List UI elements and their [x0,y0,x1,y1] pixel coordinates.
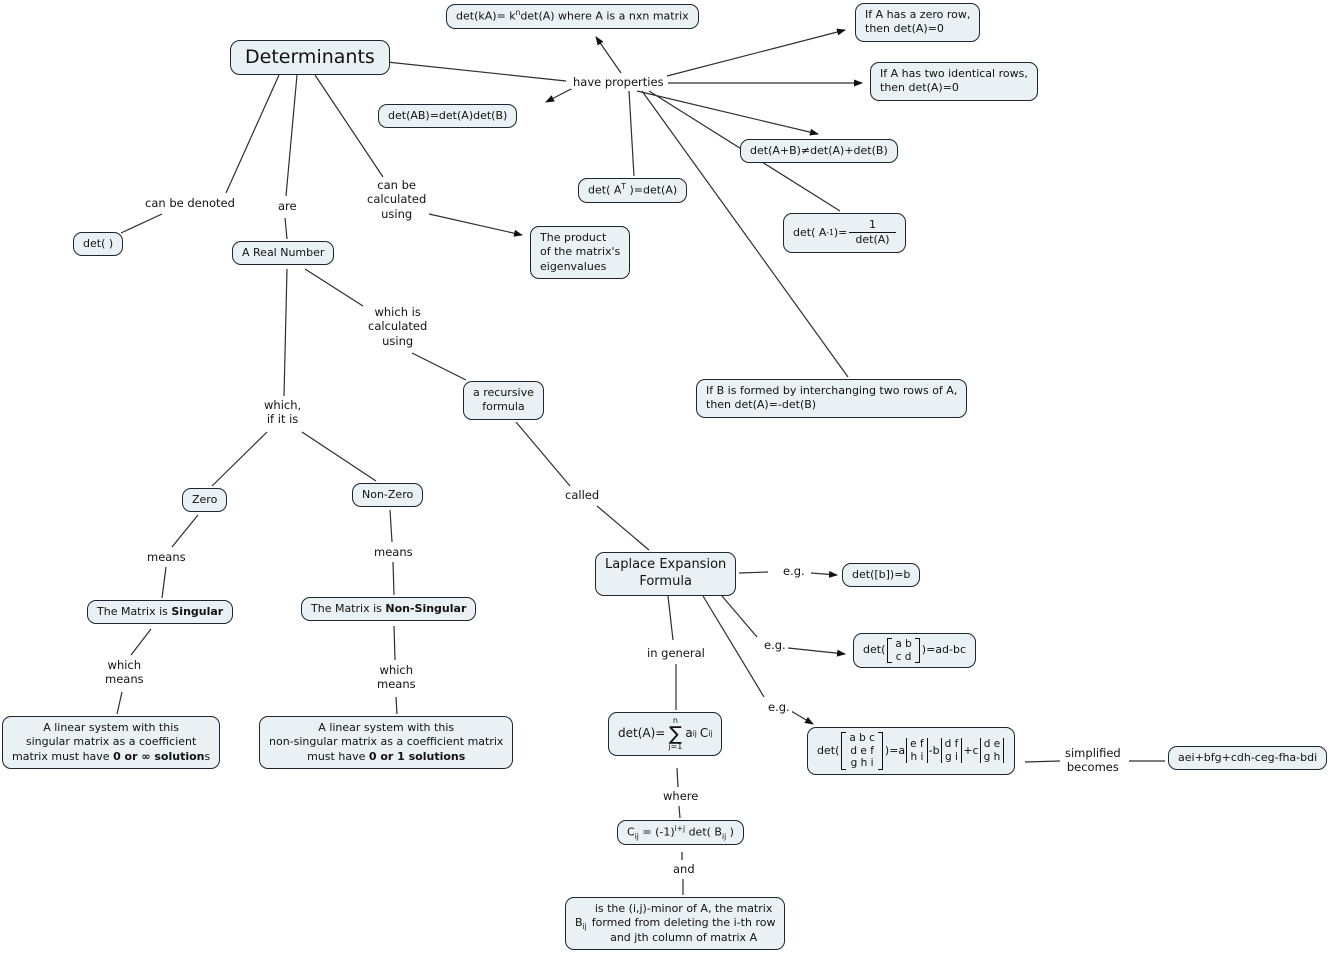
link-label-called[interactable]: called [565,488,600,502]
denominator: det(A) [849,232,895,247]
connector-line [667,30,845,76]
sigma-icon: ∑ [668,723,682,745]
connector-line [393,562,394,595]
sum-lower-limit: j=1 [668,742,683,752]
connector-line [121,214,162,233]
node-minor-definition[interactable] [565,897,785,950]
connector-line [629,91,634,176]
matrix-row: c d [895,650,912,663]
node-laplace-general-formula[interactable] [608,712,722,756]
line: means [377,677,416,692]
bold-text: Singular [171,605,224,618]
line: formula [482,400,525,414]
formula-text: det( ) [83,237,114,250]
node-text: matrix must have [12,749,114,763]
subscript: ij [692,729,697,739]
line: non-singular matrix as a coefficient matrix [269,735,504,749]
connector-line [412,353,466,380]
line: of the matrix's [540,245,621,259]
connector-line [546,88,573,102]
line [12,750,210,764]
link-label-where[interactable]: where [663,789,699,803]
matrix-row: g i [945,750,958,763]
connector-line [284,269,287,396]
formula-text: ) [726,825,734,839]
matrix-row: d e f [850,744,874,757]
subscript: ij [721,831,727,841]
numerator: 1 [868,218,876,231]
connector-line [788,648,845,654]
connector-line [677,768,678,787]
node-cofactor-formula[interactable] [617,820,744,845]
subscript: ij [708,729,713,739]
node-det-1x1-example[interactable] [842,563,920,587]
connector-line [637,91,818,134]
node-non-zero[interactable] [352,483,423,507]
link-label-and[interactable]: and [673,862,695,876]
line: calculated [367,192,427,207]
bold-text: 0 or 1 solutions [368,749,466,763]
node-det-3x3-expansion[interactable] [807,727,1015,775]
line: simplified [1065,746,1121,760]
connector-line [387,62,566,81]
minor-determinant-2 [941,738,963,763]
matrix-2x2 [887,638,919,663]
link-label-can-be-denoted[interactable]: can be denoted [145,196,235,210]
matrix-rows [846,732,878,770]
node-identical-rows[interactable] [870,62,1038,101]
formula-text: a [685,726,693,741]
connector-line [394,626,395,660]
line: which is [374,305,421,319]
bold-text: 0 or ∞ solution [113,749,205,763]
node-eigenvalues[interactable] [530,226,630,279]
line: means [105,672,144,687]
matrix-3x3 [841,732,883,770]
connector-line [429,214,522,235]
formula-text: det( A [588,183,622,197]
fraction [849,218,895,248]
superscript: i+j [674,824,686,833]
link-label-eg-1[interactable]: e.g. [783,564,805,578]
formula-text: det( [863,643,886,657]
node-det-notation[interactable] [73,232,123,256]
node-matrix-singular[interactable] [87,600,233,624]
link-label-have-properties[interactable]: have properties [573,75,664,89]
matrix-row: h i [910,750,924,763]
formula-text [575,916,587,931]
connector-line [668,596,673,640]
line: using [382,333,414,348]
superscript: n [515,8,521,17]
link-label-in-general[interactable]: in general [647,646,705,660]
connector-line [212,432,267,486]
matrix-row: a b [895,638,912,650]
node-determinants[interactable] [230,40,390,75]
link-label-which-means-left[interactable] [103,658,146,687]
node-matrix-non-singular[interactable] [301,597,476,621]
formula-text: det( [817,743,840,757]
node-text: Zero [192,493,218,506]
node-text: s [204,749,211,763]
line: which [107,658,142,672]
formula-text: )= [833,225,848,239]
connector-line [390,510,392,542]
formula-text: )=det(A) [625,183,678,197]
formula-text: C [699,726,709,741]
line: then det(A)=-det(B) [706,398,817,412]
line: If A has two identical rows, [880,67,1028,80]
bold-text: Non-Singular [385,602,467,615]
connector-line [117,692,122,714]
subscript: ij [634,831,639,841]
bracket-right [878,732,883,770]
sum-upper-limit: n [672,716,678,725]
connector-line [739,572,768,573]
superscript: T [621,182,626,191]
connector-line [286,75,297,196]
summation [668,717,682,751]
link-label-which-is-calculated-using[interactable] [366,305,429,348]
node-text: A Real Number [242,246,325,259]
node-det-ka[interactable] [446,4,699,29]
matrix-row: a b c [849,732,875,744]
formula-text: C [627,825,635,839]
line: a recursive [473,386,534,399]
node-zero[interactable] [182,488,227,512]
link-label-which-if-it-is[interactable] [262,398,303,427]
line: A linear system with this [43,721,180,734]
connector-line [226,75,279,193]
node-rule-of-sarrus-result[interactable] [1168,746,1327,770]
connector-line [285,218,287,239]
superscript: -1 [826,228,834,238]
matrix-row: d f [944,738,959,751]
link-label-are[interactable]: are [278,199,297,213]
node-linear-system-non-singular[interactable] [259,716,513,769]
formula-text: +c [963,743,979,757]
matrix-row: d e [983,738,1001,751]
connector-line [722,596,757,637]
link-label-means-left[interactable]: means [147,550,186,564]
link-label-eg-2[interactable]: e.g. [764,638,786,652]
formula-text: aei+bfg+cdh-ceg-fha-bdi [1178,751,1318,764]
node-real-number[interactable] [232,241,334,265]
subscript: ij [582,922,587,932]
line: and jth column of matrix A [610,930,758,944]
node-interchange-rows[interactable] [696,379,967,418]
line [269,750,503,764]
node-det-inverse[interactable] [783,213,906,253]
node-text: The Matrix is [311,602,386,615]
link-label-which-means-right[interactable] [375,663,418,692]
minor-determinant-1 [906,738,928,763]
formula-text: det([b])=b [852,568,911,581]
line: which [379,663,414,677]
link-label-eg-3[interactable]: e.g. [768,700,790,714]
connector-line [396,697,397,714]
node-linear-system-singular[interactable] [2,716,220,769]
line: If A has a zero row, [865,8,971,21]
link-label-can-be-calculated-using[interactable] [365,178,428,221]
line: if it is [266,412,299,427]
link-label-simplified-becomes[interactable] [1063,746,1123,775]
minor-determinant-3 [980,738,1005,763]
title-text: Determinants [245,46,375,68]
formula-text: B [575,916,583,930]
node-text: The Matrix is [97,605,172,618]
connector-line [305,269,363,306]
formula-text: det(kA)= k [456,9,516,23]
connector-line [302,432,376,481]
formula-text: det(A)= [618,726,666,741]
formula-text: det(A+B)≠det(A)+det(B) [750,144,888,157]
formula-text: det( B [685,825,722,839]
link-label-means-right[interactable]: means [374,545,413,559]
line: eigenvalues [540,259,607,273]
connector-line [791,711,813,724]
node-text: Non-Zero [362,488,414,501]
node-det-transpose[interactable] [578,178,687,203]
formula-text: = (-1) [638,825,675,839]
connector-line [703,596,764,697]
formula-text: )=ad-bc [921,643,967,657]
connector-line [811,573,837,575]
connector-line [172,515,198,547]
formula-text: det(A) where A is a nxn matrix [520,9,689,23]
matrix-row: e f [910,738,924,751]
line: then det(A)=0 [880,81,959,95]
node-recursive-formula[interactable] [463,381,544,420]
node-det-2x2-example[interactable] [853,633,976,668]
connector-line [597,506,649,550]
line: using [381,206,413,221]
node-det-a-plus-b[interactable] [740,139,898,163]
matrix-rows [892,638,914,663]
line: The product [540,231,607,244]
line: singular matrix as a coefficient [25,735,197,749]
line: Laplace Expansion [605,557,727,572]
line: can be [377,178,416,192]
line: formed from deleting the i-th row [591,916,776,930]
connector-line [679,806,680,818]
line: becomes [1066,760,1119,775]
connector-line [1025,761,1060,762]
line: which, [264,398,302,412]
line: is the (i,j)-minor of A, the matrix [594,902,773,915]
matrix-row: g h [983,750,1001,763]
formula-text: det(AB)=det(A)det(B) [388,109,508,122]
matrix-row: g h i [850,757,874,770]
connector-line [162,567,166,598]
node-zero-row[interactable] [855,3,980,42]
line: If B is formed by interchanging two rows of A, [706,384,958,397]
line: then det(A)=0 [865,22,944,36]
formula-text: -b [928,743,940,757]
formula-text: det( A [793,225,827,239]
connector-line [596,37,621,73]
line: Formula [639,573,692,589]
bracket-right [915,638,920,663]
node-det-ab[interactable] [378,104,517,128]
connector-line [315,75,383,177]
connector-line [131,629,151,655]
formula-text: )=a [884,743,906,757]
line: calculated [368,319,428,334]
line: A linear system with this [318,721,455,734]
node-text: must have [307,749,369,763]
connector-line [516,422,570,486]
node-laplace-expansion[interactable] [595,552,736,596]
definition-lines [592,902,776,945]
